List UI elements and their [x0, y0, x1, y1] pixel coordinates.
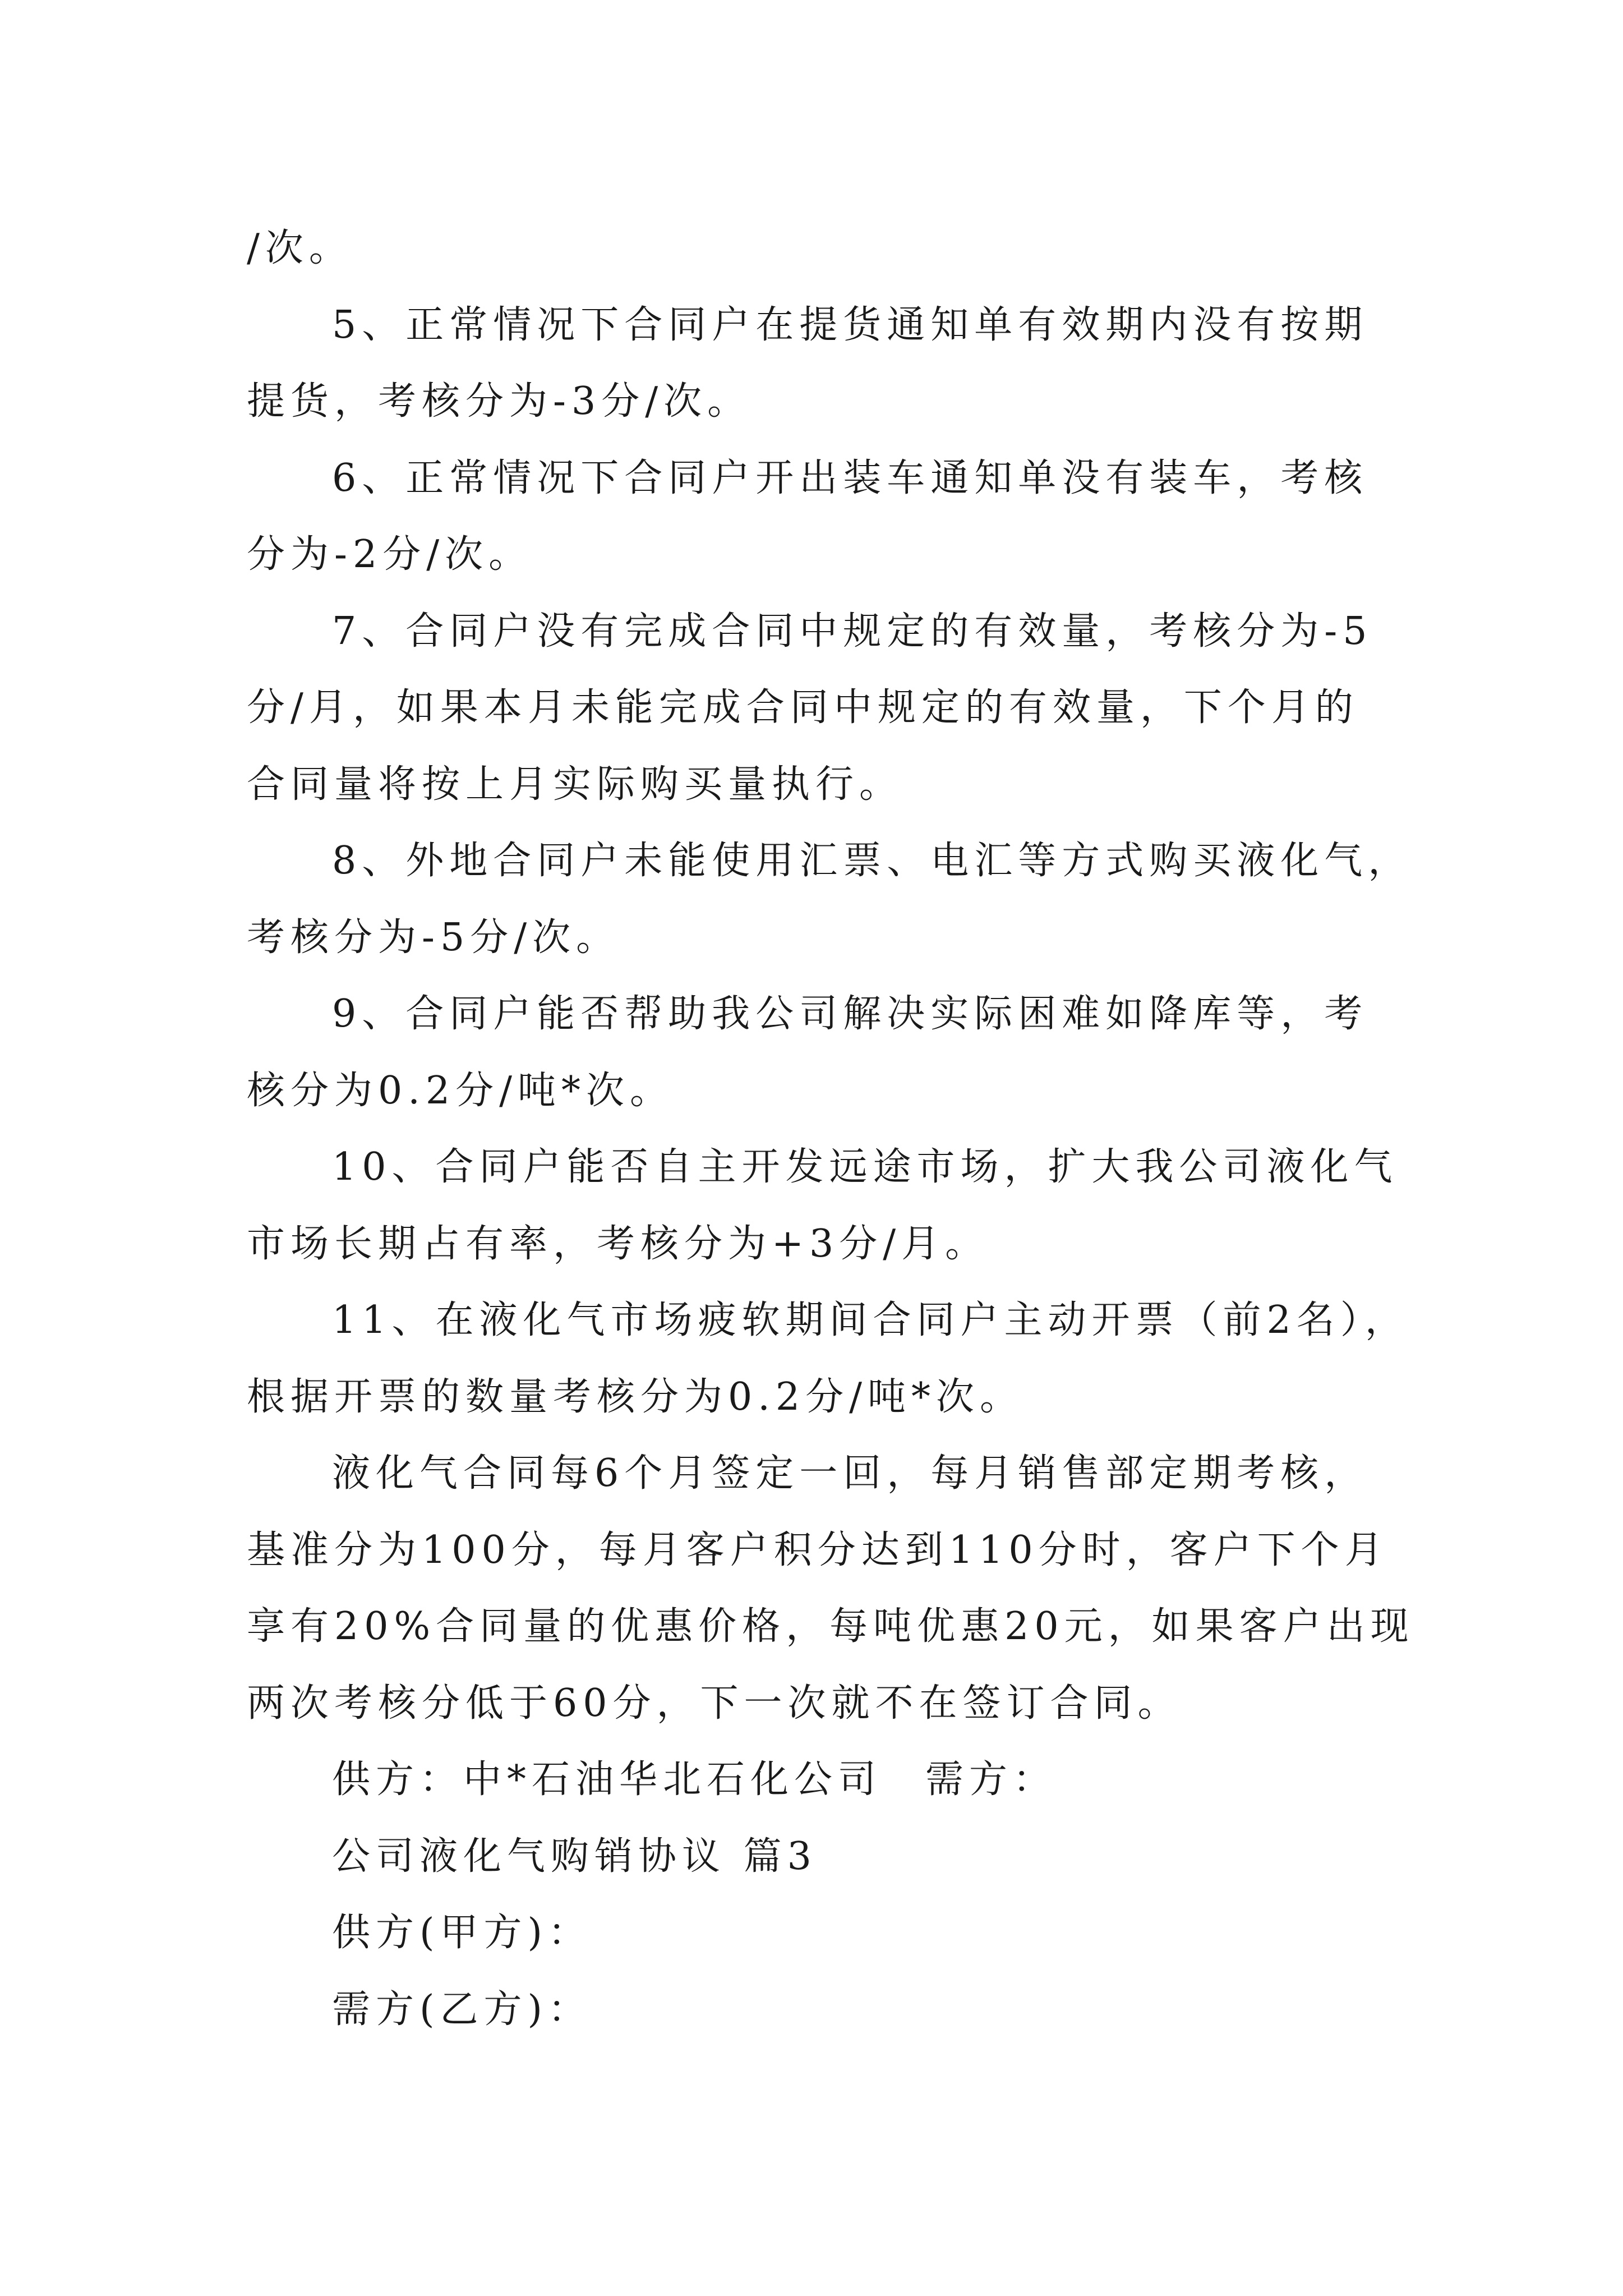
clause-11-line-2: 根据开票的数量考核分为0.2分/吨*次。 — [247, 1374, 1024, 1419]
clause-8-line-1: 8、外地合同户未能使用汇票、电汇等方式购买液化气， — [332, 839, 1412, 883]
text-line-1: /次。 — [247, 226, 353, 270]
clause-6-line-1: 6、正常情况下合同户开出装车通知单没有装车，考核 — [332, 455, 1368, 500]
summary-line-2: 基准分为100分，每月客户积分达到110分时，客户下个月 — [247, 1527, 1389, 1572]
clause-9-line-2: 核分为0.2分/吨*次。 — [247, 1068, 674, 1113]
clause-10-line-1: 10、合同户能否自主开发远途市场，扩大我公司液化气 — [332, 1145, 1398, 1189]
supplier-party-a: 供方(甲方)： — [332, 1911, 592, 1955]
clause-7-line-3: 合同量将按上月实际购买量执行。 — [247, 762, 903, 807]
clause-11-line-1: 11、在液化气市场疲软期间合同户主动开票（前2名）， — [332, 1298, 1409, 1342]
section-heading: 公司液化气购销协议 篇3 — [332, 1834, 817, 1879]
parties-line: 供方：中*石油华北石化公司 需方： — [332, 1757, 1057, 1802]
clause-9-line-1: 9、合同户能否帮助我公司解决实际困难如降库等，考 — [332, 992, 1368, 1036]
document-body — [247, 210, 1414, 2048]
summary-line-4: 两次考核分低于60分，下一次就不在签订合同。 — [247, 1681, 1182, 1726]
summary-line-1: 液化气合同每6个月签定一回，每月销售部定期考核， — [332, 1451, 1368, 1496]
summary-line-3: 享有20%合同量的优惠价格，每吨优惠20元，如果客户出现 — [247, 1604, 1414, 1649]
clause-5-line-2: 提货，考核分为-3分/次。 — [247, 379, 751, 424]
clause-8-line-2: 考核分为-5分/次。 — [247, 915, 620, 960]
clause-7-line-1: 7、合同户没有完成合同中规定的有效量，考核分为-5 — [332, 609, 1373, 654]
clause-5-line-1: 5、正常情况下合同户在提货通知单有效期内没有按期 — [332, 302, 1368, 347]
clause-10-line-2: 市场长期占有率，考核分为+3分/月。 — [247, 1221, 989, 1266]
clause-7-line-2: 分/月，如果本月未能完成合同中规定的有效量，下个月的 — [247, 685, 1359, 730]
clause-6-line-2: 分为-2分/次。 — [247, 532, 533, 577]
buyer-party-b: 需方(乙方)： — [332, 1987, 592, 2032]
